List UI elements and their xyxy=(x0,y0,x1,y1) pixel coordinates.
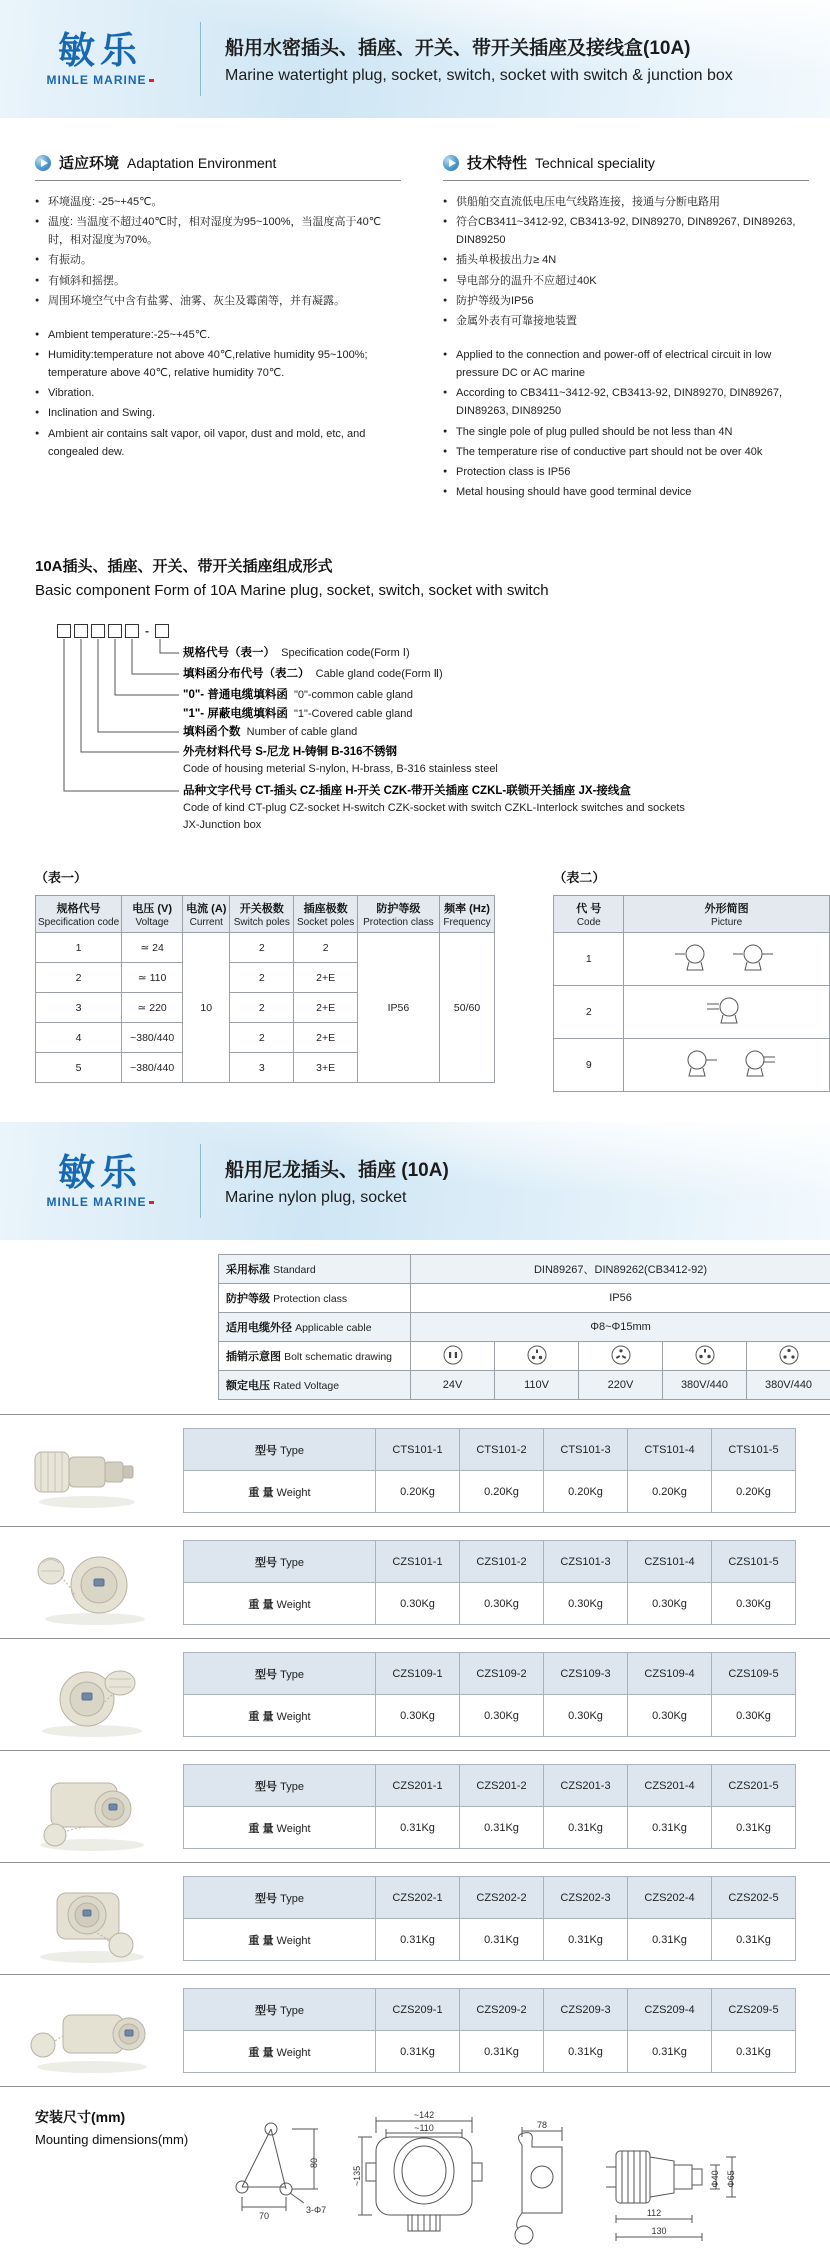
form-tables-row xyxy=(35,867,830,1092)
form1-protection-cell: IP56 xyxy=(358,933,440,1083)
pin-face-icon-2pE xyxy=(495,1342,579,1371)
weight-cell: 0.31Kg xyxy=(376,1919,460,1961)
page1-titles xyxy=(201,33,733,85)
code-box xyxy=(155,624,169,638)
list-item: ● 有振动。 xyxy=(35,251,401,269)
pin-face-icon-3pE xyxy=(747,1342,830,1371)
table-row: 4 ~380/440 2 2+E xyxy=(36,1023,495,1053)
model-cell: CZS101-2 xyxy=(460,1541,544,1583)
code-box xyxy=(57,624,71,638)
form1-label: （表一） xyxy=(35,867,495,886)
weight-cell: 0.31Kg xyxy=(628,2031,712,2073)
product-block-cts101 xyxy=(0,1415,830,1526)
weight-cell: 0.30Kg xyxy=(376,1695,460,1737)
list-item: ● Applied to the connection and power-off of electrical circuit in low pressure DC or AC marine xyxy=(443,346,809,382)
list-item: ● 插头单极拔出力≥ 4N xyxy=(443,251,809,269)
adaptation-section xyxy=(35,152,401,503)
mounting-section xyxy=(35,2107,830,2257)
svg-text:3-Φ7: 3-Φ7 xyxy=(306,2205,326,2215)
technical-list-en xyxy=(443,346,809,501)
component-form-title-cn: 10A插头、插座、开关、带开关插座组成形式 xyxy=(35,555,830,576)
code-dash: - xyxy=(142,624,152,638)
logo-accent-mark xyxy=(149,1201,154,1204)
technical-title-cn: 技术特性 xyxy=(467,152,527,173)
code-diagram xyxy=(35,619,810,837)
model-cell: CZS202-2 xyxy=(460,1877,544,1919)
svg-text:70: 70 xyxy=(259,2211,269,2221)
logo-cn-text: 敏乐 xyxy=(0,32,200,69)
table-row: 1 xyxy=(554,933,830,986)
table-row xyxy=(184,1429,796,1471)
list-item: ● 周围环境空气中含有盐雾、油雾、灰尘及霉菌等，并有凝露。 xyxy=(35,292,401,310)
code-box xyxy=(125,624,139,638)
weight-cell: 0.20Kg xyxy=(460,1471,544,1513)
spec-protection-label: 防护等级 Protection class xyxy=(219,1284,411,1313)
table-row xyxy=(184,1877,796,1919)
code-label-housing: 外壳材料代号 S-尼龙 H-铸铜 B-316不锈钢 Code of housing meterial S-nylon, H-brass, B-316 stainless steel xyxy=(183,744,498,778)
svg-text:~110: ~110 xyxy=(414,2123,434,2133)
weight-cell: 0.30Kg xyxy=(544,1583,628,1625)
table-row: 2 xyxy=(554,986,830,1039)
mounting-title-cn: 安装尺寸(mm) xyxy=(35,2107,188,2127)
weight-label-cell: 重 量 Weight xyxy=(184,1807,376,1849)
spec-standard-label: 采用标准 Standard xyxy=(219,1255,411,1284)
weight-cell: 0.20Kg xyxy=(628,1471,712,1513)
list-item: ● The temperature rise of conductive part should not be over 40k xyxy=(443,443,809,461)
adaptation-list-cn xyxy=(35,193,401,310)
model-cell: CZS201-4 xyxy=(628,1765,712,1807)
model-cell: CZS201-5 xyxy=(712,1765,796,1807)
table-row xyxy=(184,1541,796,1583)
box-socket-photo xyxy=(17,1761,167,1853)
list-item: ● Ambient temperature:-25~+45℃. xyxy=(35,326,401,344)
weight-cell: 0.31Kg xyxy=(376,1807,460,1849)
product-table xyxy=(183,1988,796,2073)
model-cell: CZS101-4 xyxy=(628,1541,712,1583)
code-label-gland-code: 填料函分布代号（表二） Cable gland code(Form Ⅱ) xyxy=(183,666,443,683)
model-cell: CZS109-1 xyxy=(376,1653,460,1695)
form1-header: 电流 (A) Current xyxy=(183,896,230,933)
component-form-section xyxy=(35,555,830,599)
model-cell: CTS101-3 xyxy=(544,1429,628,1471)
form1-header: 防护等级 Protection class xyxy=(358,896,440,933)
model-cell: CZS202-4 xyxy=(628,1877,712,1919)
page1-title-en: Marine watertight plug, socket, switch, socket with switch & junction box xyxy=(225,67,733,85)
weight-cell: 0.30Kg xyxy=(712,1583,796,1625)
weight-cell: 0.31Kg xyxy=(460,1807,544,1849)
weight-cell: 0.31Kg xyxy=(376,2031,460,2073)
box-socket-horizontal-photo xyxy=(17,1985,167,2077)
spec-bolt-label: 插销示意图 Bolt schematic drawing xyxy=(219,1342,411,1371)
weight-label-cell: 重 量 Weight xyxy=(184,2031,376,2073)
code-label-spec: 规格代号（表一） Specification code(Form Ⅰ) xyxy=(183,645,410,662)
table-row xyxy=(184,1695,796,1737)
plug-photo xyxy=(17,1426,167,1516)
page1-header-band xyxy=(0,0,830,118)
weight-cell: 0.31Kg xyxy=(712,1919,796,1961)
product-table xyxy=(183,1652,796,1737)
model-cell: CZS109-3 xyxy=(544,1653,628,1695)
svg-text:Φ65: Φ65 xyxy=(726,2171,736,2188)
page2-title-en: Marine nylon plug, socket xyxy=(225,1189,449,1207)
form1-wrap xyxy=(35,867,495,1083)
form1-header: 开关极数 Switch poles xyxy=(230,896,294,933)
weight-cell: 0.31Kg xyxy=(544,2031,628,2073)
model-cell: CZS209-4 xyxy=(628,1989,712,2031)
weight-cell: 0.30Kg xyxy=(712,1695,796,1737)
weight-cell: 0.30Kg xyxy=(628,1695,712,1737)
brand-logo xyxy=(0,1154,200,1209)
mounting-title-en: Mounting dimensions(mm) xyxy=(35,2132,188,2147)
model-cell: CZS209-3 xyxy=(544,1989,628,2031)
code-boxes xyxy=(57,624,172,638)
page2-title-cn: 船用尼龙插头、插座 (10A) xyxy=(225,1155,449,1182)
product-photo xyxy=(0,1537,183,1629)
list-item: ● Inclination and Swing. xyxy=(35,404,401,422)
voltage-cell: 380V/440 xyxy=(663,1371,747,1400)
product-table xyxy=(183,1764,796,1849)
product-photo xyxy=(0,1649,183,1741)
weight-label-cell: 重 量 Weight xyxy=(184,1695,376,1737)
voltage-cell: 220V xyxy=(579,1371,663,1400)
adaptation-list-en xyxy=(35,326,401,461)
type-label-cell: 型号 Type xyxy=(184,1541,376,1583)
table-row xyxy=(184,1807,796,1849)
brand-logo xyxy=(0,32,200,87)
list-item: ● 导电部分的温升不应超过40K xyxy=(443,272,809,290)
list-item: ● 环境温度: -25~+45℃。 xyxy=(35,193,401,211)
model-cell: CTS101-2 xyxy=(460,1429,544,1471)
list-item: ● Humidity:temperature not above 40℃,relative humidity 95~100%; temperature above 40℃, relative humidity 70℃. xyxy=(35,346,401,382)
model-cell: CZS201-2 xyxy=(460,1765,544,1807)
spec-voltage-label: 额定电压 Rated Voltage xyxy=(219,1371,411,1400)
weight-cell: 0.31Kg xyxy=(460,1919,544,1961)
weight-cell: 0.20Kg xyxy=(712,1471,796,1513)
table-row: 5 ~380/440 3 3+E xyxy=(36,1053,495,1083)
weight-cell: 0.30Kg xyxy=(460,1695,544,1737)
voltage-cell: 380V/440 xyxy=(747,1371,830,1400)
spec-cable-value: Φ8~Φ15mm xyxy=(411,1313,830,1342)
logo-en-label: MINLE MARINE xyxy=(47,73,147,87)
model-cell: CZS202-1 xyxy=(376,1877,460,1919)
box-socket-cap-photo xyxy=(17,1873,167,1965)
list-item: ● According to CB3411~3412-92, CB3413-92, DIN89270, DIN89267, DIN89263, DIN89250 xyxy=(443,384,809,420)
feature-columns xyxy=(0,118,830,503)
weight-cell: 0.31Kg xyxy=(544,1807,628,1849)
model-cell: CZS202-5 xyxy=(712,1877,796,1919)
code-box xyxy=(108,624,122,638)
logo-en-label: MINLE MARINE xyxy=(47,1195,147,1209)
form1-header: 电压 (V) Voltage xyxy=(122,896,183,933)
gland-picture-cell xyxy=(624,986,830,1039)
form2-label: （表二） xyxy=(553,867,830,886)
table-row: 2 ≃ 110 2 2+E xyxy=(36,963,495,993)
weight-cell: 0.31Kg xyxy=(712,1807,796,1849)
type-label-cell: 型号 Type xyxy=(184,1877,376,1919)
form2-table xyxy=(553,895,830,1092)
form1-header: 频率 (Hz) Frequency xyxy=(439,896,495,933)
weight-cell: 0.30Kg xyxy=(460,1583,544,1625)
list-item: ● Metal housing should have good terminal device xyxy=(443,483,809,501)
technical-header xyxy=(443,152,809,181)
logo-cn-text: 敏乐 xyxy=(0,1154,200,1191)
spec-protection-value: IP56 xyxy=(411,1284,830,1313)
spec-table-wrap xyxy=(218,1254,830,1400)
list-item: ● Vibration. xyxy=(35,384,401,402)
model-cell: CZS201-1 xyxy=(376,1765,460,1807)
adaptation-header xyxy=(35,152,401,181)
weight-cell: 0.31Kg xyxy=(460,2031,544,2073)
svg-text:112: 112 xyxy=(647,2208,661,2218)
table-row xyxy=(184,1583,796,1625)
form2-header: 代 号 Code xyxy=(554,896,624,933)
model-cell: CZS101-3 xyxy=(544,1541,628,1583)
svg-text:~142: ~142 xyxy=(414,2110,434,2120)
model-cell: CZS201-3 xyxy=(544,1765,628,1807)
table-row xyxy=(184,2031,796,2073)
model-cell: CZS101-5 xyxy=(712,1541,796,1583)
form1-table xyxy=(35,895,495,1083)
table-row xyxy=(219,1284,830,1313)
table-row: 3 ≃ 220 2 2+E xyxy=(36,993,495,1023)
weight-cell: 0.30Kg xyxy=(628,1583,712,1625)
mounting-drawings xyxy=(226,2107,771,2257)
table-row xyxy=(184,1653,796,1695)
technical-list-cn xyxy=(443,193,809,330)
code-label-covered-gland: "1"- 屏蔽电缆填料函 "1"-Covered cable gland xyxy=(183,706,412,723)
list-item: ● The single pole of plug pulled should be not less than 4N xyxy=(443,423,809,441)
section-play-icon xyxy=(443,155,459,171)
list-item: ● 防护等级为IP56 xyxy=(443,292,809,310)
spec-table xyxy=(218,1254,830,1400)
product-table xyxy=(183,1428,796,1513)
product-photo xyxy=(0,1873,183,1965)
voltage-cell: 110V xyxy=(495,1371,579,1400)
model-cell: CZS109-5 xyxy=(712,1653,796,1695)
form1-current-cell: 10 xyxy=(183,933,230,1083)
separator-line xyxy=(0,2086,830,2087)
table-row xyxy=(219,1371,830,1400)
product-block-czs109 xyxy=(0,1639,830,1750)
gland-glyph-right-line xyxy=(667,1047,787,1081)
type-label-cell: 型号 Type xyxy=(184,1653,376,1695)
code-box xyxy=(74,624,88,638)
voltage-cell: 24V xyxy=(411,1371,495,1400)
model-cell: CZS109-4 xyxy=(628,1653,712,1695)
svg-text:78: 78 xyxy=(537,2120,547,2130)
list-item: ● 温度: 当温度不超过40℃时，相对湿度为95~100%，当温度高于40℃时，相对湿度为70%。 xyxy=(35,213,401,249)
form1-frequency-cell: 50/60 xyxy=(439,933,495,1083)
table-row xyxy=(219,1342,830,1371)
weight-cell: 0.30Kg xyxy=(544,1695,628,1737)
product-block-czs101 xyxy=(0,1527,830,1638)
weight-cell: 0.31Kg xyxy=(628,1919,712,1961)
page2-titles xyxy=(201,1155,449,1207)
product-table xyxy=(183,1876,796,1961)
svg-text:Φ40: Φ40 xyxy=(710,2171,720,2188)
list-item: ● Ambient air contains salt vapor, oil vapor, dust and mold, etc, and congealed dew. xyxy=(35,425,401,461)
type-label-cell: 型号 Type xyxy=(184,1765,376,1807)
component-form-title-en: Basic component Form of 10A Marine plug, socket, switch, socket with switch xyxy=(35,582,830,599)
svg-text:~135: ~135 xyxy=(352,2166,362,2186)
list-item: ● 金属外表有可靠接地装置 xyxy=(443,312,809,330)
adaptation-title-cn: 适应环境 xyxy=(59,152,119,173)
model-cell: CTS101-1 xyxy=(376,1429,460,1471)
mounting-titles xyxy=(35,2107,188,2147)
weight-cell: 0.30Kg xyxy=(376,1583,460,1625)
pin-face-icon-2pE-slot xyxy=(579,1342,663,1371)
table-row xyxy=(184,1919,796,1961)
table-row: 9 xyxy=(554,1039,830,1092)
gland-picture-cell xyxy=(624,933,830,986)
logo-en-text xyxy=(0,73,200,87)
model-cell: CZS209-5 xyxy=(712,1989,796,2031)
table-row xyxy=(184,1989,796,2031)
code-label-common-gland: "0"- 普通电缆填料函 "0"-common cable gland xyxy=(183,687,413,704)
weight-cell: 0.31Kg xyxy=(544,1919,628,1961)
form2-wrap xyxy=(553,867,830,1092)
product-photo xyxy=(0,1985,183,2077)
adaptation-title-en: Adaptation Environment xyxy=(127,155,276,171)
table-row: 1 ≃ 24 10 2 2 IP56 50/60 xyxy=(36,933,495,963)
socket-round-photo xyxy=(17,1537,167,1629)
model-cell: CTS101-4 xyxy=(628,1429,712,1471)
model-cell: CZS109-2 xyxy=(460,1653,544,1695)
logo-accent-mark xyxy=(149,79,154,82)
weight-cell: 0.31Kg xyxy=(628,1807,712,1849)
technical-section xyxy=(443,152,809,503)
page1-title-cn: 船用水密插头、插座、开关、带开关插座及接线盒(10A) xyxy=(225,33,733,60)
product-table xyxy=(183,1540,796,1625)
type-label-cell: 型号 Type xyxy=(184,1989,376,2031)
spec-standard-value: DIN89267、DIN89262(CB3412-92) xyxy=(411,1255,830,1284)
weight-label-cell: 重 量 Weight xyxy=(184,1919,376,1961)
svg-text:80: 80 xyxy=(309,2158,319,2168)
weight-cell: 0.31Kg xyxy=(712,2031,796,2073)
model-cell: CZS209-1 xyxy=(376,1989,460,2031)
weight-cell: 0.20Kg xyxy=(376,1471,460,1513)
list-item: ● 符合CB3411~3412-92, CB3413-92, DIN89270, DIN89267, DIN89263, DIN89250 xyxy=(443,213,809,249)
model-cell: CZS101-1 xyxy=(376,1541,460,1583)
type-label-cell: 型号 Type xyxy=(184,1429,376,1471)
svg-text:130: 130 xyxy=(652,2226,667,2236)
weight-label-cell: 重 量 Weight xyxy=(184,1583,376,1625)
pin-face-icon-2pE-round xyxy=(663,1342,747,1371)
list-item: ● 供船舶交直流低电压电气线路连接，接通与分断电路用 xyxy=(443,193,809,211)
gland-glyph-left-line xyxy=(667,941,787,975)
code-label-gland-number: 填料函个数 Number of cable gland xyxy=(183,724,357,741)
code-label-kind: 品种文字代号 CT-插头 CZ-插座 H-开关 CZK-带开关插座 CZKL-联锁开关插座 JX-接线盒 Code of kind CT-plug CZ-socket H-switch CZK-socket with switch CZKL-Interlock switches and sockets JX-Junction box xyxy=(183,783,685,834)
pin-face-icon-2pole xyxy=(411,1342,495,1371)
table-row xyxy=(184,1765,796,1807)
spec-cable-label: 适用电缆外径 Applicable cable xyxy=(219,1313,411,1342)
product-block-czs209 xyxy=(0,1975,830,2086)
model-cell: CZS209-2 xyxy=(460,1989,544,2031)
product-photo xyxy=(0,1426,183,1516)
weight-cell: 0.20Kg xyxy=(544,1471,628,1513)
form2-header: 外形简图 Picture xyxy=(624,896,830,933)
list-item: ● 有倾斜和摇摆。 xyxy=(35,272,401,290)
form1-header: 规格代号 Specification code xyxy=(36,896,122,933)
gland-picture-cell xyxy=(624,1039,830,1092)
weight-label-cell: 重 量 Weight xyxy=(184,1471,376,1513)
page2-header-band xyxy=(0,1122,830,1240)
table-row xyxy=(219,1313,830,1342)
logo-en-text xyxy=(0,1195,200,1209)
model-cell: CTS101-5 xyxy=(712,1429,796,1471)
product-block-czs202 xyxy=(0,1863,830,1974)
list-item: ● Protection class is IP56 xyxy=(443,463,809,481)
product-block-czs201 xyxy=(0,1751,830,1862)
table-row xyxy=(184,1471,796,1513)
technical-title-en: Technical speciality xyxy=(535,155,655,171)
gland-glyph-double-line xyxy=(667,994,787,1028)
product-photo xyxy=(0,1761,183,1853)
table-row xyxy=(219,1255,830,1284)
model-cell: CZS202-3 xyxy=(544,1877,628,1919)
socket-lid-photo xyxy=(17,1649,167,1741)
section-play-icon xyxy=(35,155,51,171)
code-box xyxy=(91,624,105,638)
form1-header: 插座极数 Socket poles xyxy=(294,896,358,933)
